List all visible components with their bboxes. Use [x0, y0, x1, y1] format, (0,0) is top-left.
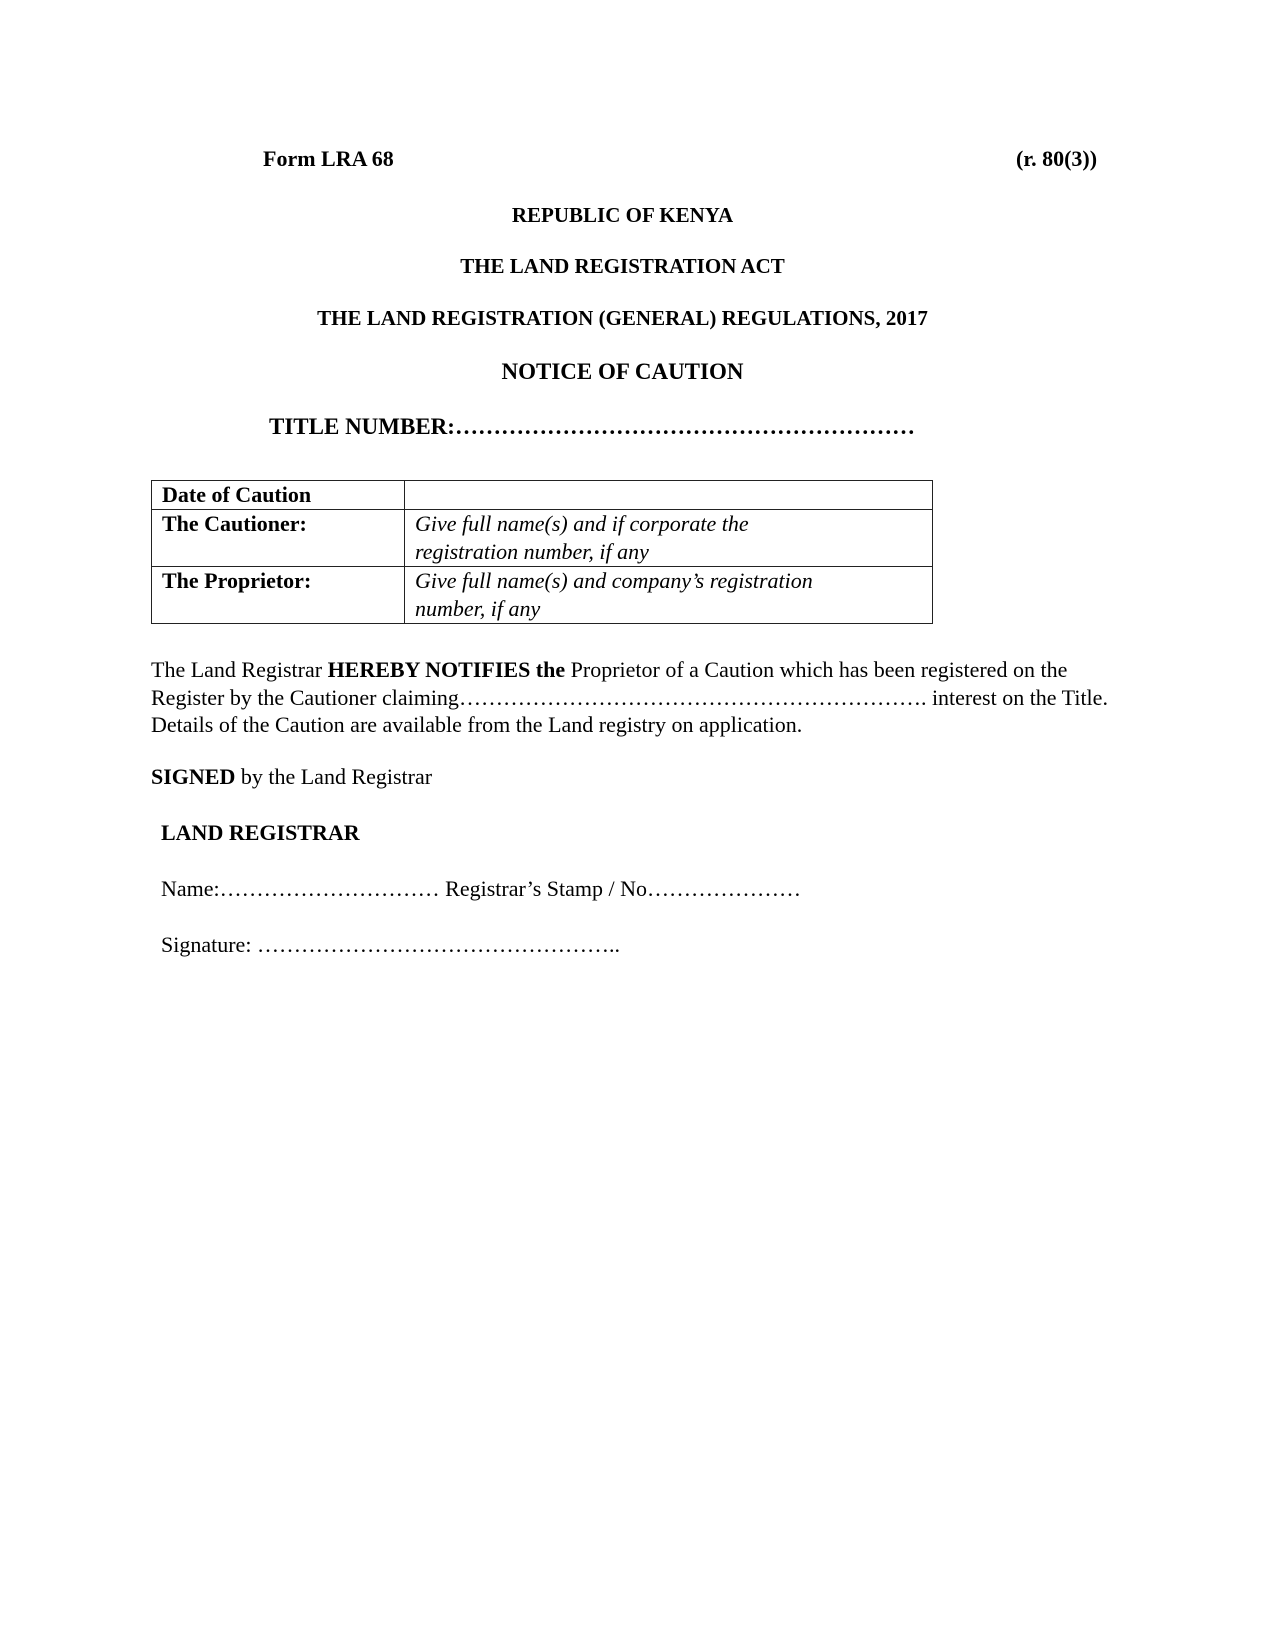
signed-line	[151, 764, 432, 790]
notice-bold: HEREBY NOTIFIES the	[327, 657, 566, 682]
caution-details-table	[151, 480, 933, 624]
title-number-blank: ……………………………………………………	[454, 414, 915, 439]
proprietor-hint-line1: Give full name(s) and company’s registration	[415, 568, 813, 593]
cautioner-hint-line2: registration number, if any	[415, 539, 649, 564]
proprietor-value[interactable]	[405, 567, 933, 624]
cautioner-value[interactable]	[405, 510, 933, 567]
notice-paragraph	[151, 656, 1121, 739]
name-label: Name:	[161, 876, 220, 901]
claiming-blank[interactable]: ……………………………………………………….	[458, 684, 927, 710]
signature-blank[interactable]: …………………………………………..	[256, 932, 620, 957]
notice-text-3: interest on the Title. Details of the Caution are available from the Land registry on application.	[151, 684, 1108, 737]
act-heading: THE LAND REGISTRATION ACT	[460, 254, 785, 278]
notice-text-1: The Land Registrar	[151, 657, 328, 682]
proprietor-label: The Proprietor:	[152, 567, 405, 624]
form-number: Form LRA 68	[263, 146, 394, 171]
rule-reference: (r. 80(3))	[1016, 146, 1098, 171]
name-blank[interactable]: …………………………	[219, 876, 440, 901]
table-row	[152, 567, 933, 624]
signature-label: Signature:	[161, 932, 257, 957]
date-of-caution-label: Date of Caution	[152, 481, 405, 510]
land-registrar-heading: LAND REGISTRAR	[161, 820, 360, 845]
notice-title: NOTICE OF CAUTION	[501, 359, 744, 384]
title-number-field[interactable]	[269, 414, 915, 440]
date-of-caution-value[interactable]	[405, 481, 933, 510]
republic-heading: REPUBLIC OF KENYA	[511, 203, 734, 227]
name-stamp-line	[161, 876, 801, 902]
cautioner-label: The Cautioner:	[152, 510, 405, 567]
stamp-label: Registrar’s Stamp / No	[439, 876, 648, 901]
regulations-heading: THE LAND REGISTRATION (GENERAL) REGULATIONS, 2017	[317, 306, 928, 330]
table-row	[152, 481, 933, 510]
stamp-blank[interactable]: …………………	[647, 876, 802, 901]
title-number-label: TITLE NUMBER:	[269, 414, 455, 439]
signed-bold: SIGNED	[151, 764, 236, 789]
cautioner-hint-line1: Give full name(s) and if corporate the	[415, 511, 749, 536]
signed-text: by the Land Registrar	[235, 764, 433, 789]
proprietor-hint-line2: number, if any	[415, 596, 541, 621]
notice-text-2: Proprietor of a Caution which has been registered on the Register by the Cautioner claiming	[151, 657, 1068, 710]
table-row	[152, 510, 933, 567]
signature-line	[161, 932, 620, 958]
